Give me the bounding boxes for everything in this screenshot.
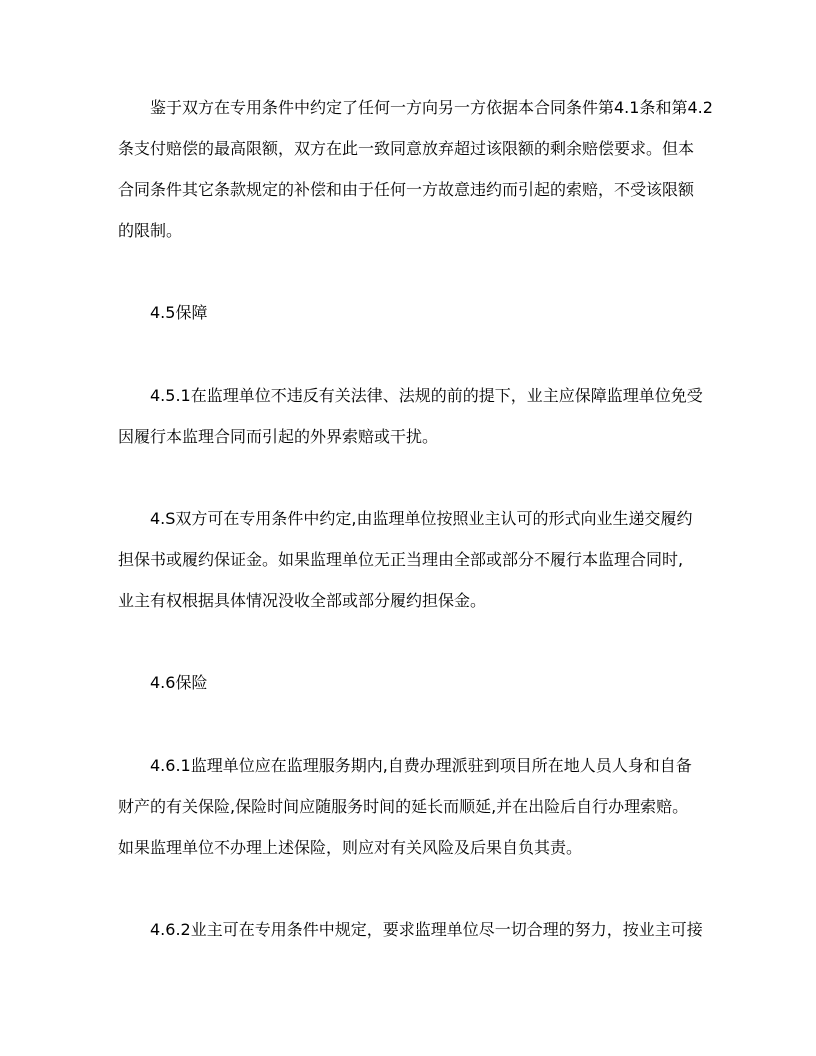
paragraph-4-6-1-line-1: 4.6.1监理单位应在监理服务期内,自费办理派驻到项目所在地人员人身和自备 [150, 756, 692, 775]
paragraph-1-line-4: 的限制。 [118, 221, 183, 240]
paragraph-4-s-line-3: 业主有权根据具体情况没收全部或部分履约担保金。 [118, 591, 487, 610]
paragraph-4-s-line-2: 担保书或履约保证金。如果监理单位无正当理由全部或部分不履行本监理合同时, [118, 550, 684, 569]
paragraph-4-5-1-line-1: 4.5.1在监理单位不违反有关法律、法规的前的提下，业主应保障监理单位免受 [150, 386, 703, 405]
paragraph-1-line-1: 鉴于双方在专用条件中约定了任何一方向另一方依据本合同条件第4.1条和第4.2 [150, 98, 713, 117]
section-heading-4-5: 4.5保障 [150, 303, 208, 322]
paragraph-4-s-line-1: 4.S双方可在专用条件中约定,由监理单位按照业主认可的形式向业生递交履约 [150, 509, 693, 528]
paragraph-4-6-1-line-3: 如果监理单位不办理上述保险，则应对有关风险及后果自负其责。 [118, 838, 583, 857]
paragraph-4-6-1-line-2: 财产的有关保险,保险时间应随服务时间的延长而顺延,并在出险后自行办理索赔。 [118, 797, 689, 816]
paragraph-4-6-2-line-1: 4.6.2业主可在专用条件中规定，要求监理单位尽一切合理的努力，按业主可接 [150, 920, 703, 939]
paragraph-1-line-3: 合同条件其它条款规定的补偿和由于任何一方故意违约而引起的索赔，不受该限额 [118, 180, 695, 199]
paragraph-1-line-2: 条支付赔偿的最高限额，双方在此一致同意放弃超过该限额的剩余赔偿要求。但本 [118, 139, 695, 158]
section-heading-4-6: 4.6保险 [150, 673, 208, 692]
paragraph-4-5-1-line-2: 因履行本监理合同而引起的外界索赔或干扰。 [118, 427, 439, 446]
